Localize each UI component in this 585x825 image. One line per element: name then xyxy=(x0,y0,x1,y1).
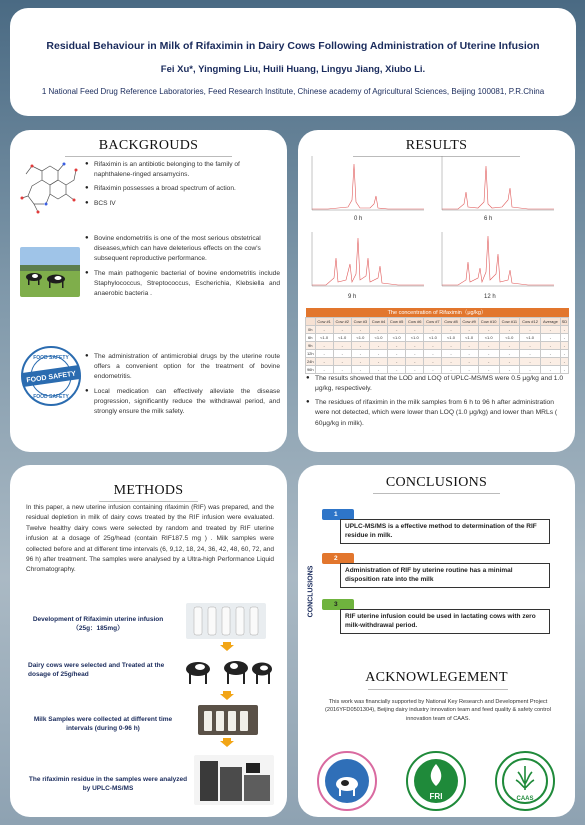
table-header-cell: Cow #11 xyxy=(499,317,520,325)
table-cell: - xyxy=(499,365,520,373)
chromatogram-label: 9 h xyxy=(348,294,357,300)
table-cell: - xyxy=(442,325,460,333)
table-cell: <1.0 xyxy=(351,333,369,341)
table-cell: - xyxy=(499,357,520,365)
table-cell: - xyxy=(560,349,568,357)
table-row xyxy=(306,325,569,333)
table-header-cell: SD xyxy=(561,318,568,324)
table-cell: - xyxy=(460,357,478,365)
table-cell: - xyxy=(369,357,387,365)
table-cell: - xyxy=(333,349,351,357)
chromatogram-plot xyxy=(308,152,426,218)
conclusion-number: 1 xyxy=(334,511,338,518)
table-cell: - xyxy=(460,341,478,349)
method-step-3: Milk Samples were collected at different time intervals (during 0-96 h) xyxy=(33,716,173,733)
method-step-2: Dairy cows were selected and Treated at the dosage of 25g/head xyxy=(28,662,165,679)
methods-paragraph: In this paper, a new uterine infusion containing rifaximin (RIF) was prepared, and the residual depletion in milk of dairy cows treated by the RIF infusion were evaluated. Twelve healthy dairy cows were selected by random and treated by RIF uterine infusion at a dosage of 25g/head (contain RIF187.5 mg ) . Milk samples were collected before and at different time intervals (6, 9,12, 18, 24, 36, 42, 48, 60, 72, and 96 h) after treatment. The samples were analysed by a Ultra-high Performance Liquid Chromatography. xyxy=(26,504,274,574)
table-cell: - xyxy=(560,341,568,349)
method-step-4: The rifaximin residue in the samples were analyzed by UPLC-MS/MS xyxy=(28,776,188,793)
bullet: ● The administration of antimicrobial drugs by the uterine route offers a convenient option for the treatment of bovine endometritis. xyxy=(86,352,280,383)
cows-photo xyxy=(20,247,80,297)
table-cell: - xyxy=(351,357,369,365)
table-cell: - xyxy=(499,325,520,333)
title-divider xyxy=(373,493,500,494)
table-header-cell xyxy=(306,317,316,325)
table-cell: - xyxy=(560,357,568,365)
chromatogram-plot xyxy=(438,152,556,218)
table-cell: - xyxy=(541,349,561,357)
table-cell: - xyxy=(315,341,333,349)
side-label-text: CONCLUSIONS xyxy=(307,565,315,617)
chromatogram-9h xyxy=(308,228,426,300)
table-cell: <1.0 xyxy=(424,333,442,341)
table-cell: - xyxy=(388,325,406,333)
seal-text-center: FOOD SAFETY xyxy=(26,370,77,385)
table-cell: - xyxy=(333,325,351,333)
bullet: ● The results showed that the LOD and LOQ of UPLC-MS/MS were 0.5 μg/kg and 1.0 μg/kg, respectively. xyxy=(306,374,570,395)
table-cell: - xyxy=(520,325,541,333)
down-arrow-icon xyxy=(220,642,234,651)
results-panel xyxy=(298,130,575,452)
chromatogram-plot xyxy=(438,228,556,294)
table-cell: - xyxy=(351,349,369,357)
table-header-cell: Cow #6 xyxy=(406,317,424,325)
table-cell: - xyxy=(424,325,442,333)
seal-text-top: FOOD SAFETY xyxy=(33,355,69,361)
table-cell: - xyxy=(315,357,333,365)
table-cell: - xyxy=(460,349,478,357)
title-divider xyxy=(99,501,199,502)
table-cell: <1.0 xyxy=(520,333,541,341)
table-cell: - xyxy=(520,365,541,373)
table-header-cell: Cow #1 xyxy=(315,317,333,325)
conclusion-number: 3 xyxy=(334,601,338,608)
concentration-table xyxy=(305,308,569,374)
table-cell: - xyxy=(541,365,561,373)
table-cell: - xyxy=(460,325,478,333)
table-cell: - xyxy=(560,333,568,341)
table-row xyxy=(306,365,569,373)
chromatogram-label: 6 h xyxy=(484,216,493,222)
table-cell: - xyxy=(333,365,351,373)
title-divider xyxy=(65,156,231,157)
table-cell: - xyxy=(351,325,369,333)
table-cell: - xyxy=(424,357,442,365)
table-row xyxy=(306,333,569,341)
table-caption: The concentration of Rifaximin（μg/kg） xyxy=(306,308,569,317)
table-cell: <1.0 xyxy=(499,333,520,341)
dairy-cows-photo xyxy=(176,651,276,687)
table-cell: - xyxy=(406,357,424,365)
table-cell: - xyxy=(351,341,369,349)
table-cell: <1.0 xyxy=(460,333,478,341)
background-title: BACKGROUDS xyxy=(98,138,199,153)
table-header-row xyxy=(306,317,569,325)
table-cell: - xyxy=(351,365,369,373)
table-cell: 24h xyxy=(306,358,314,364)
seal-text-bottom: FOOD SAFETY xyxy=(33,394,69,400)
poster-header xyxy=(10,8,576,116)
table-cell: - xyxy=(499,341,520,349)
poster-title: Residual Behaviour in Milk of Rifaximin in Dairy Cows Following Administration of Uterine Infusion xyxy=(46,40,540,52)
chromatogram-label: 12 h xyxy=(484,294,496,300)
milk-samples-photo xyxy=(198,705,258,735)
method-step-1: Development of Rifaximin uterine infusion （25g：185mg） xyxy=(32,616,164,633)
table-cell: <1.0 xyxy=(333,333,351,341)
table-cell: - xyxy=(478,365,499,373)
table-cell: 9h xyxy=(306,341,316,349)
table-cell: - xyxy=(369,365,387,373)
conclusions-title: CONCLUSIONS xyxy=(385,475,488,490)
table-cell: <1.0 xyxy=(315,333,333,341)
table-cell: <1.0 xyxy=(442,333,460,341)
chromatogram-label: 0 h xyxy=(354,216,363,222)
table-row xyxy=(306,349,569,357)
table-cell: - xyxy=(520,357,541,365)
fri-logo-text: FRI xyxy=(429,792,443,801)
fri-logo xyxy=(405,750,467,812)
table-cell: - xyxy=(442,341,460,349)
bullet: ● BCS IV xyxy=(86,199,280,209)
background-bullets-1 xyxy=(86,160,280,213)
table-cell: 6h xyxy=(306,333,316,341)
chromatogram-12h xyxy=(438,228,556,300)
table-cell: - xyxy=(460,365,478,373)
table-cell: - xyxy=(333,341,351,349)
bullet: ● Local medication can effectively alleviate the disease progression, significantly reduce the withdrawal period, and strongly ensure the milk safety. xyxy=(86,387,280,418)
table-header-cell: Cow #4 xyxy=(369,317,387,325)
table-cell: 96h xyxy=(306,366,314,372)
table-cell: - xyxy=(442,365,460,373)
table-cell: <1.0 xyxy=(478,333,499,341)
table-header-cell: Cow #5 xyxy=(388,317,406,325)
down-arrow-icon xyxy=(220,738,234,747)
caas-logo-text: CAAS xyxy=(516,796,534,802)
table-cell: - xyxy=(388,349,406,357)
table-header-cell: Cow #12 xyxy=(520,317,541,325)
methods-title: METHODS xyxy=(113,483,184,498)
table-header-cell: Cow #10 xyxy=(478,317,499,325)
chromatogram-plot xyxy=(308,228,426,294)
table-row xyxy=(306,357,569,365)
conclusion-number: 2 xyxy=(334,555,338,562)
table-cell: 0h xyxy=(306,325,316,333)
chromatogram-0h xyxy=(308,152,426,224)
down-arrow-icon xyxy=(220,691,234,700)
table-cell: - xyxy=(478,325,499,333)
bullet: ● The main pathogenic bacterial of bovine endometritis include Staphylococcus, Streptococcus, Escherichia, Klebsiella and anaerobic bacteria . xyxy=(86,269,280,300)
table-cell: - xyxy=(315,365,333,373)
table-cell: - xyxy=(442,349,460,357)
table-cell: - xyxy=(369,341,387,349)
table-cell: - xyxy=(406,349,424,357)
authors: Fei Xu*, Yingming Liu, Huili Huang, Lingyu Jiang, Xiubo Li. xyxy=(160,64,426,75)
methods-panel xyxy=(10,465,287,817)
table-cell: - xyxy=(388,341,406,349)
conclusion-box-2: Administration of RIF by uterine routine has a minimal disposition rate into the milk xyxy=(340,563,550,588)
table-cell: - xyxy=(478,357,499,365)
table-cell: - xyxy=(424,365,442,373)
results-title: RESULTS xyxy=(405,138,468,153)
background-panel xyxy=(10,130,287,452)
table-cell: 12h xyxy=(306,350,314,356)
table-header-cell: Cow #8 xyxy=(442,317,460,325)
table-header-cell: Average xyxy=(541,317,561,325)
affiliation: 1 National Feed Drug Reference Laboratories, Feed Research Institute, Chinese academy of Agricultural Sciences, Beijing 100081, P.R.China xyxy=(41,87,545,96)
table-header-cell: Cow #9 xyxy=(460,317,478,325)
table-cell: <1.0 xyxy=(369,333,387,341)
table-cell: - xyxy=(541,341,561,349)
table-cell: - xyxy=(560,325,568,333)
table-header-cell: Cow #7 xyxy=(424,317,442,325)
bullet: ● Bovine endometritis is one of the most serious obstetrical diseases,which can have deleterious effects on the cow's subsequent reproductive performance. xyxy=(86,234,280,265)
table-cell: - xyxy=(406,365,424,373)
table-cell: - xyxy=(406,341,424,349)
bullet: ● The residues of rifaximin in the milk samples from 6 h to 96 h after administration were not detected, which were lower than LOQ (1.0 μg/kg) and lower than MRLs ( 60μg/kg in milk). xyxy=(306,398,570,429)
table-cell: - xyxy=(315,325,333,333)
table-cell: - xyxy=(388,365,406,373)
table-cell: - xyxy=(424,341,442,349)
table-cell: - xyxy=(369,349,387,357)
table-header-cell: Cow #2 xyxy=(333,317,351,325)
table-cell: - xyxy=(442,357,460,365)
food-safety-seal-icon xyxy=(20,345,82,407)
conclusions-panel xyxy=(298,465,575,817)
table-cell: - xyxy=(478,349,499,357)
background-bullets-2 xyxy=(86,234,280,303)
uplc-ms-instrument-photo xyxy=(194,755,274,805)
title-divider xyxy=(368,689,508,690)
acknowledgement-title: ACKNOWLEGEMENT xyxy=(365,670,508,685)
table-cell: - xyxy=(560,365,568,373)
table-header-cell: Cow #3 xyxy=(351,317,369,325)
table-cell: - xyxy=(315,349,333,357)
table-cell: <1.0 xyxy=(406,333,424,341)
molecule-structure-icon xyxy=(20,158,80,216)
conclusion-box-3: RIF uterine infusion could be used in lactating cows with zero milk-withdrawal period. xyxy=(340,609,550,634)
table-cell: - xyxy=(333,357,351,365)
caas-logo xyxy=(494,750,556,812)
table-cell: - xyxy=(541,325,561,333)
table-cell: - xyxy=(541,357,561,365)
table-cell: - xyxy=(369,325,387,333)
results-bullets xyxy=(306,374,570,432)
table-cell: <1.0 xyxy=(388,333,406,341)
table-row xyxy=(306,341,569,349)
conclusion-box-1: UPLC-MS/MS is a effective method to determination of the RIF residue in milk. xyxy=(340,519,550,544)
table-cell: - xyxy=(520,349,541,357)
infusion-syringes-photo xyxy=(186,603,266,639)
table-cell: - xyxy=(499,349,520,357)
table-cell: - xyxy=(424,349,442,357)
table-cell: - xyxy=(406,325,424,333)
background-bullets-3 xyxy=(86,352,280,421)
table-cell: - xyxy=(520,341,541,349)
chromatogram-6h xyxy=(438,152,556,224)
table-cell: - xyxy=(388,357,406,365)
dairy-congress-logo xyxy=(316,750,378,812)
bullet: ● Rifaximin possesses a broad spectrum of action. xyxy=(86,184,280,194)
table-cell: - xyxy=(478,341,499,349)
conclusions-side-label xyxy=(304,541,318,641)
acknowledgement-text: This work was financially supported by National Key Research and Development Project (2016YFD0501304), Beijing dairy industry innovation team and feed quality & safety control innovation team of CAAS. xyxy=(324,699,552,722)
table-cell: - xyxy=(541,333,561,341)
bullet: ● Rifaximin is an antibiotic belonging to the family of naphthalene-ringed ansamycins. xyxy=(86,160,280,180)
